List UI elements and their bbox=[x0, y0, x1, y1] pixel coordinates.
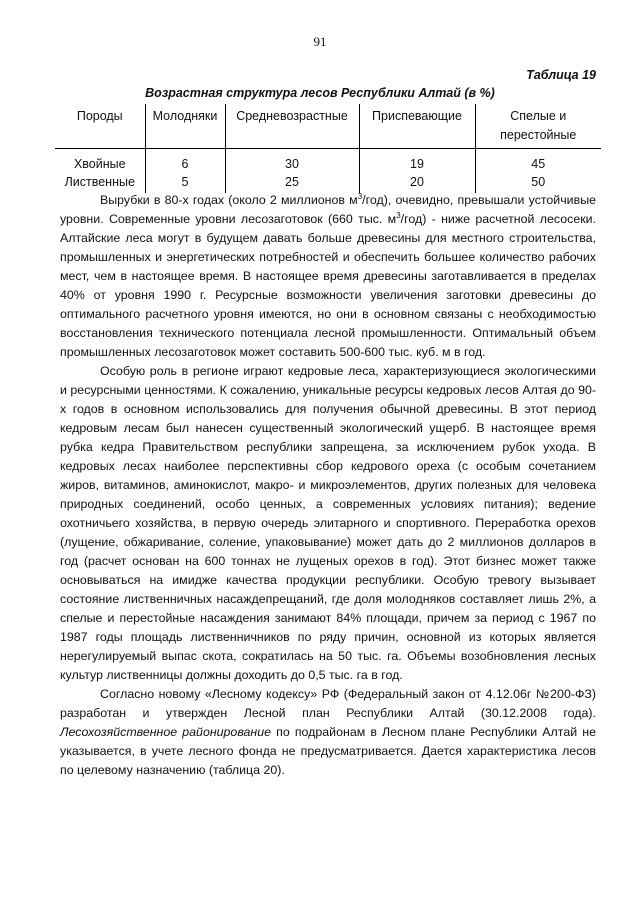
header-cell: Молодняки bbox=[145, 104, 225, 149]
italic-term: Лесохозяйственное районирование bbox=[60, 725, 272, 739]
table-cell: Хвойные bbox=[55, 149, 145, 174]
header-cell: Породы bbox=[55, 104, 145, 149]
table-cell: 25 bbox=[225, 173, 359, 193]
table-row bbox=[55, 173, 601, 193]
table-cell: 19 bbox=[359, 149, 475, 174]
table-cell: 45 bbox=[475, 149, 601, 174]
paragraph-text: по подрайонам в Лесном плане Республики Алтай не указывается, в учете лесного фонда не предусматривается. Дается характеристика лесов по целевому назначению (таблица 20). bbox=[60, 725, 596, 777]
table-label: Таблица 19 bbox=[526, 68, 596, 82]
table-cell: 6 bbox=[145, 149, 225, 174]
header-cell: Средневозрастные bbox=[225, 104, 359, 149]
table-cell: 20 bbox=[359, 173, 475, 193]
table-header-row bbox=[55, 104, 601, 149]
paragraph-text: Вырубки в 80-х годах (около 2 миллионов м bbox=[100, 193, 358, 207]
paragraph-text: /год) - ниже расчетной лесосеки. Алтайские леса могут в будущем давать больше древесины для местного строительства, промышленных и энергетических потребностей и обеспечить большее количество рабочих мест, чем в настоящее время. В настоящее время древесины заготавливается в пределах 40% от уровня 1990 г. Ресурсные возможности увеличения заготовки древесины до оптимального расчетного уровня имеются, но они в основном связаны с необходимостью восстановления технического потенциала лесной промышленности. Оптимальный объем промышленных лесозаготовок может составить 500-600 тыс. куб. м в год. bbox=[60, 212, 596, 359]
paragraph-text: /год), очевидно, превышали устойчивые уровни. Современные уровни лесозаготовок (660 тыс. м bbox=[60, 193, 596, 226]
age-structure-table bbox=[55, 104, 601, 193]
paragraph-forest-code bbox=[60, 685, 596, 780]
paragraph-text: Согласно новому «Лесному кодексу» РФ (Федеральный закон от 4.12.06г №200-ФЗ) разработан и утвержден Лесной план Республики Алтай (30.12.2008 года). bbox=[60, 687, 596, 720]
header-cell: Спелые и перестойные bbox=[475, 104, 601, 149]
superscript: 3 bbox=[357, 191, 363, 201]
table-cell: 50 bbox=[475, 173, 601, 193]
superscript: 3 bbox=[396, 210, 401, 220]
table-cell: 5 bbox=[145, 173, 225, 193]
paragraph-logging bbox=[60, 191, 596, 362]
table-cell: 30 bbox=[225, 149, 359, 174]
table-row bbox=[55, 149, 601, 174]
table-cell: Лиственные bbox=[55, 173, 145, 193]
body-text bbox=[60, 191, 596, 780]
paragraph-cedar-forests: Особую роль в регионе играют кедровые леса, характеризующиеся экологическими и ресурсными ценностями. К сожалению, уникальные ресурсы кедровых лесов Алтая до 90-х годов в основном использовались для получения обычной древесины. В этот период кедровым лесам был нанесен существенный экологический ущерб. В настоящее время рубка кедра Правительством республики запрещена, за исключением рубок ухода. В кедровых лесах наиболее перспективны сбор кедрового ореха (с особым сочетанием жиров, витаминов, аминокислот, макро- и микроэлементов, других полезных для человека природных соединений, особо ценных, а современных условиях питания); ведение охотничьего хозяйства, в первую очередь элитарного и спортивного. Переработка орехов (лущение, обжаривание, соление, упаковывание) может дать до 2 миллионов долларов в год (расчет основан на 600 тоннах не лущеных орехов в год). Этот бизнес может также основываться на имидже качества продукции республики. Особую тревогу вызывает состояние лиственничных насаждепрещаний, где доля молодняков составляет лишь 2%, а спелые и перестойные насаждения занимают 84% площади, причем за период с 1967 по 1987 годы площадь лиственничников по ряду причин, основной из которых является нерегулируемый выпас скота, сократилась на 50 тыс. га. Объемы возобновления лесных культур лиственницы должны доходить до 0,5 тыс. га в год. bbox=[60, 364, 596, 682]
header-cell: Приспевающие bbox=[359, 104, 475, 149]
table-caption: Возрастная структура лесов Республики Алтай (в %) bbox=[145, 86, 495, 100]
page-number: 91 bbox=[313, 34, 327, 49]
